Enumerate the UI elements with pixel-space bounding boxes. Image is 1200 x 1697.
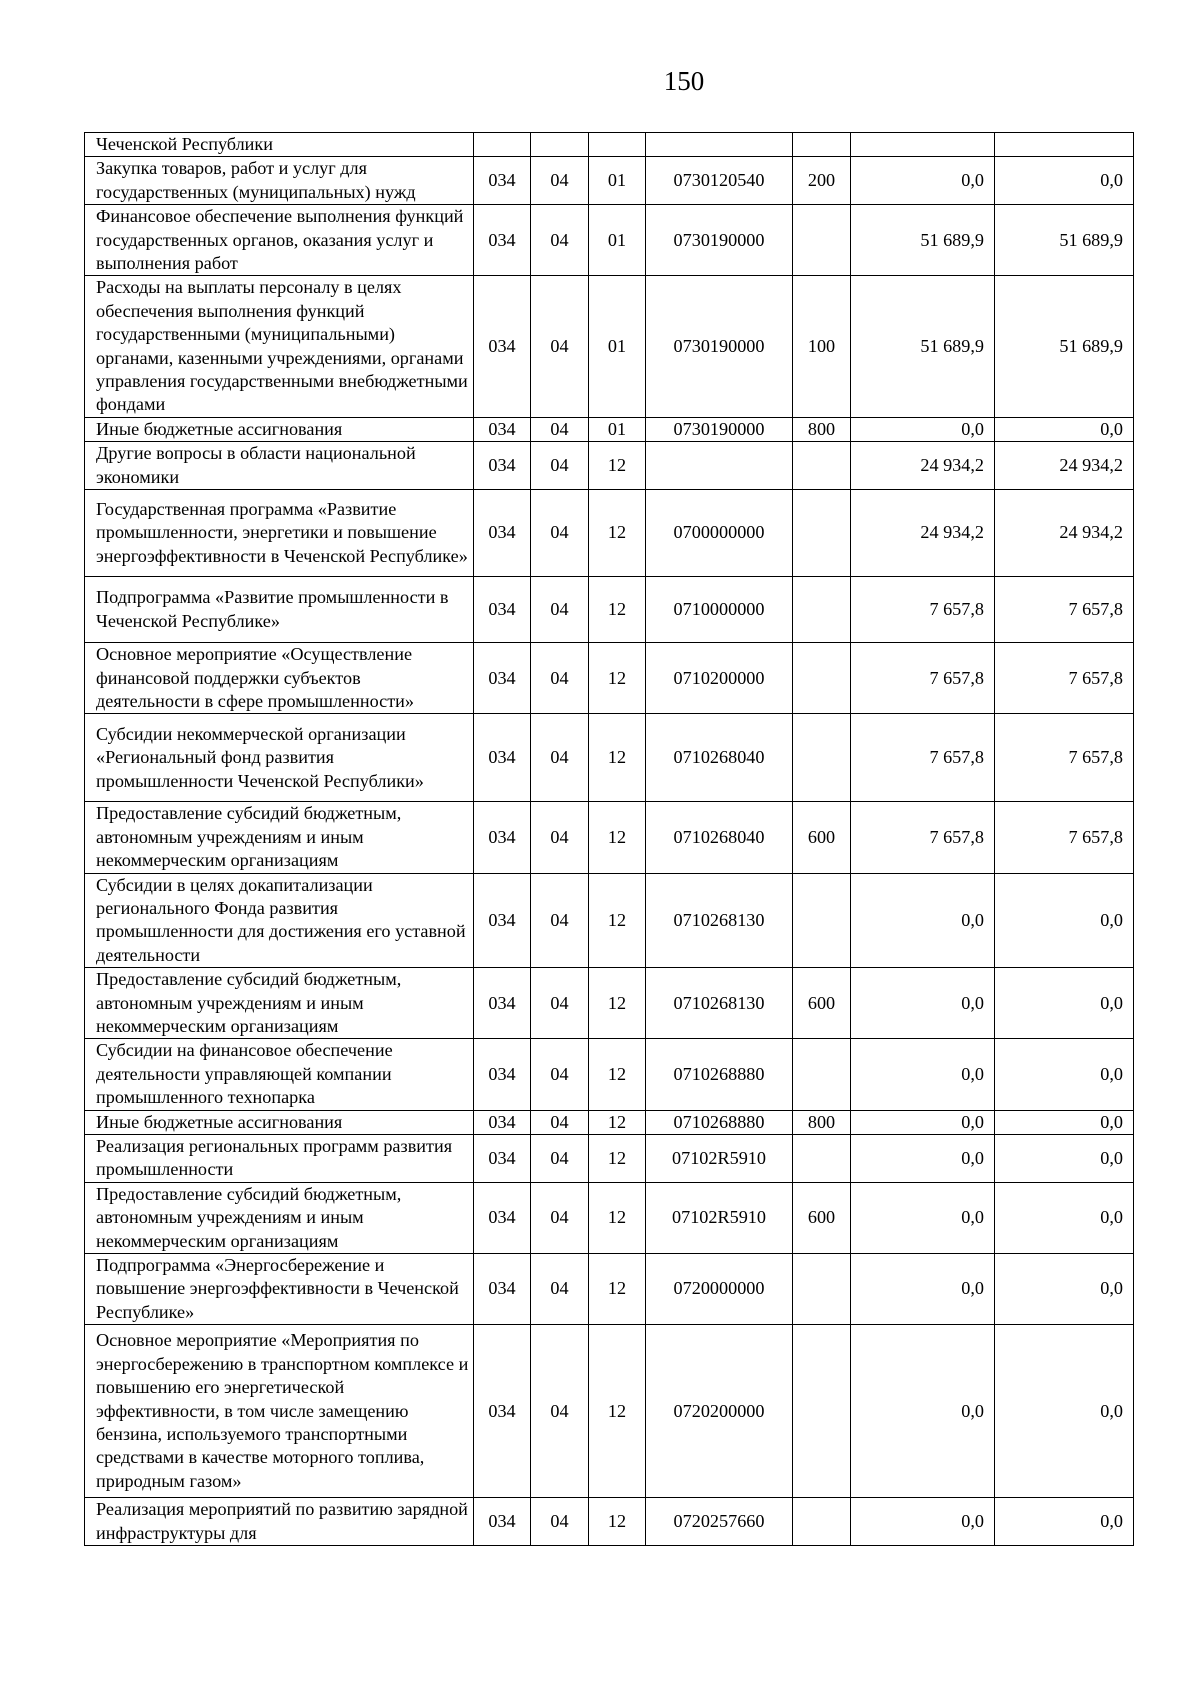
row-target-code: 0720200000 [646,1325,793,1498]
row-admin-code: 034 [474,968,531,1039]
table-row [85,1110,1134,1134]
table-row [85,157,1134,205]
row-name: Иные бюджетные ассигнования [85,417,474,441]
row-name: Подпрограмма «Энергосбережение и повышение энергоэффективности в Чеченской Республике» [85,1254,474,1325]
row-amount-2: 7 657,8 [995,714,1134,802]
row-amount-2: 0,0 [995,1182,1134,1253]
row-admin-code: 034 [474,1498,531,1546]
row-section-code: 04 [531,157,589,205]
table-row [85,577,1134,643]
row-amount-1: 51 689,9 [851,205,995,276]
row-admin-code: 034 [474,1135,531,1183]
row-amount-2: 0,0 [995,1135,1134,1183]
row-expense-type: 600 [793,802,851,873]
row-subsection-code: 12 [589,968,646,1039]
row-section-code: 04 [531,1498,589,1546]
row-target-code: 0710268130 [646,873,793,968]
table-row [85,1325,1134,1498]
row-admin-code: 034 [474,802,531,873]
row-target-code: 0720257660 [646,1498,793,1546]
row-amount-2: 24 934,2 [995,442,1134,490]
row-expense-type [793,1135,851,1183]
row-subsection-code: 12 [589,802,646,873]
row-amount-1: 0,0 [851,1182,995,1253]
row-amount-2: 51 689,9 [995,205,1134,276]
row-section-code: 04 [531,802,589,873]
table-row [85,1254,1134,1325]
row-target-code: 07102R5910 [646,1135,793,1183]
row-section-code: 04 [531,1254,589,1325]
table-row [85,968,1134,1039]
row-expense-type [793,1325,851,1498]
row-section-code: 04 [531,968,589,1039]
row-subsection-code [589,133,646,157]
row-name: Закупка товаров, работ и услуг для государственных (муниципальных) нужд [85,157,474,205]
row-expense-type [793,133,851,157]
row-admin-code: 034 [474,1325,531,1498]
row-target-code: 0730190000 [646,276,793,417]
row-admin-code: 034 [474,1039,531,1110]
row-admin-code: 034 [474,643,531,714]
row-expense-type [793,643,851,714]
row-expense-type: 600 [793,968,851,1039]
table-row [85,643,1134,714]
row-target-code: 0730190000 [646,417,793,441]
row-amount-2: 0,0 [995,968,1134,1039]
row-name: Предоставление субсидий бюджетным, автономным учреждениям и иным некоммерческим организациям [85,1182,474,1253]
row-amount-2: 0,0 [995,157,1134,205]
table-row [85,1039,1134,1110]
row-expense-type [793,490,851,577]
row-section-code: 04 [531,1325,589,1498]
row-amount-1: 24 934,2 [851,490,995,577]
table-row [85,205,1134,276]
row-admin-code: 034 [474,157,531,205]
row-subsection-code: 12 [589,1135,646,1183]
row-subsection-code: 12 [589,442,646,490]
row-name: Другие вопросы в области национальной экономики [85,442,474,490]
row-admin-code: 034 [474,873,531,968]
row-admin-code: 034 [474,1182,531,1253]
row-target-code: 0710268880 [646,1110,793,1134]
row-amount-1: 0,0 [851,1254,995,1325]
row-expense-type [793,442,851,490]
row-name: Расходы на выплаты персоналу в целях обеспечения выполнения функций государственными (муниципальными) органами, казенными учреждениями, органами управления государственными внебюджетными фондами [85,276,474,417]
row-subsection-code: 12 [589,1254,646,1325]
row-amount-1: 0,0 [851,1498,995,1546]
row-admin-code: 034 [474,442,531,490]
row-section-code: 04 [531,714,589,802]
row-amount-2: 51 689,9 [995,276,1134,417]
row-target-code: 0710200000 [646,643,793,714]
row-amount-2: 7 657,8 [995,802,1134,873]
row-subsection-code: 01 [589,276,646,417]
row-expense-type: 600 [793,1182,851,1253]
row-target-code: 0720000000 [646,1254,793,1325]
row-section-code: 04 [531,205,589,276]
row-amount-1: 0,0 [851,1135,995,1183]
row-section-code: 04 [531,577,589,643]
row-name: Субсидии в целях докапитализации регионального Фонда развития промышленности для достижения его уставной деятельности [85,873,474,968]
row-admin-code: 034 [474,1254,531,1325]
row-amount-1: 7 657,8 [851,577,995,643]
row-expense-type: 100 [793,276,851,417]
table-row [85,873,1134,968]
row-section-code: 04 [531,1110,589,1134]
row-amount-2: 0,0 [995,1039,1134,1110]
row-amount-1: 0,0 [851,1110,995,1134]
table-row [85,1182,1134,1253]
row-expense-type: 200 [793,157,851,205]
row-amount-1: 0,0 [851,1325,995,1498]
row-subsection-code: 12 [589,577,646,643]
row-admin-code: 034 [474,577,531,643]
row-amount-1: 24 934,2 [851,442,995,490]
row-admin-code: 034 [474,276,531,417]
row-name: Основное мероприятие «Осуществление финансовой поддержки субъектов деятельности в сфере промышленности» [85,643,474,714]
row-section-code: 04 [531,1135,589,1183]
row-target-code: 07102R5910 [646,1182,793,1253]
row-subsection-code: 12 [589,714,646,802]
row-admin-code: 034 [474,714,531,802]
row-target-code: 0710268040 [646,802,793,873]
row-subsection-code: 12 [589,1039,646,1110]
row-amount-1: 7 657,8 [851,714,995,802]
row-section-code: 04 [531,643,589,714]
table-row [85,442,1134,490]
row-subsection-code: 01 [589,417,646,441]
budget-table [84,132,1134,1546]
row-subsection-code: 12 [589,490,646,577]
row-amount-1: 0,0 [851,968,995,1039]
row-expense-type [793,714,851,802]
row-subsection-code: 12 [589,1110,646,1134]
row-name: Финансовое обеспечение выполнения функций государственных органов, оказания услуг и выполнения работ [85,205,474,276]
row-expense-type [793,1498,851,1546]
row-admin-code: 034 [474,205,531,276]
table-row [85,133,1134,157]
row-name: Предоставление субсидий бюджетным, автономным учреждениям и иным некоммерческим организациям [85,802,474,873]
row-subsection-code: 01 [589,157,646,205]
row-expense-type [793,1254,851,1325]
row-name: Субсидии некоммерческой организации «Региональный фонд развития промышленности Чеченской Республики» [85,714,474,802]
row-admin-code: 034 [474,1110,531,1134]
row-amount-1: 7 657,8 [851,643,995,714]
row-target-code: 0710000000 [646,577,793,643]
row-admin-code: 034 [474,417,531,441]
row-expense-type [793,577,851,643]
row-amount-1: 0,0 [851,157,995,205]
row-name: Иные бюджетные ассигнования [85,1110,474,1134]
row-amount-1: 51 689,9 [851,276,995,417]
row-section-code: 04 [531,442,589,490]
row-target-code: 0700000000 [646,490,793,577]
row-name: Субсидии на финансовое обеспечение деятельности управляющей компании промышленного технопарка [85,1039,474,1110]
row-amount-2: 0,0 [995,873,1134,968]
row-name: Чеченской Республики [85,133,474,157]
row-name: Реализация мероприятий по развитию зарядной инфраструктуры для [85,1498,474,1546]
row-subsection-code: 12 [589,873,646,968]
row-section-code: 04 [531,1182,589,1253]
row-amount-2: 0,0 [995,1498,1134,1546]
row-section-code: 04 [531,490,589,577]
row-section-code: 04 [531,873,589,968]
row-amount-2: 7 657,8 [995,577,1134,643]
row-section-code: 04 [531,1039,589,1110]
row-amount-2: 7 657,8 [995,643,1134,714]
row-amount-2: 0,0 [995,1110,1134,1134]
table-row [85,276,1134,417]
row-name: Предоставление субсидий бюджетным, автономным учреждениям и иным некоммерческим организациям [85,968,474,1039]
row-expense-type [793,1039,851,1110]
row-expense-type [793,873,851,968]
row-target-code: 0710268880 [646,1039,793,1110]
row-subsection-code: 12 [589,1325,646,1498]
row-target-code [646,133,793,157]
row-subsection-code: 12 [589,1182,646,1253]
row-name: Подпрограмма «Развитие промышленности в Чеченской Республике» [85,577,474,643]
row-target-code: 0730120540 [646,157,793,205]
row-admin-code: 034 [474,490,531,577]
row-expense-type: 800 [793,1110,851,1134]
row-section-code: 04 [531,276,589,417]
row-name: Основное мероприятие «Мероприятия по энергосбережению в транспортном комплексе и повышению его энергетической эффективности, в том числе замещению бензина, используемого транспортными средствами в качестве моторного топлива, природным газом» [85,1325,474,1498]
row-amount-2: 0,0 [995,1254,1134,1325]
row-amount-1: 7 657,8 [851,802,995,873]
row-amount-2: 0,0 [995,417,1134,441]
table-row [85,1498,1134,1546]
table-row [85,802,1134,873]
table-row [85,490,1134,577]
row-target-code [646,442,793,490]
row-target-code: 0730190000 [646,205,793,276]
row-section-code: 04 [531,417,589,441]
table-row [85,714,1134,802]
table-body [85,133,1134,1546]
row-section-code [531,133,589,157]
row-target-code: 0710268130 [646,968,793,1039]
row-amount-1: 0,0 [851,417,995,441]
row-expense-type: 800 [793,417,851,441]
row-subsection-code: 01 [589,205,646,276]
row-target-code: 0710268040 [646,714,793,802]
row-name: Государственная программа «Развитие промышленности, энергетики и повышение энергоэффективности в Чеченской Республике» [85,490,474,577]
row-amount-1 [851,133,995,157]
row-amount-2 [995,133,1134,157]
row-amount-1: 0,0 [851,1039,995,1110]
row-subsection-code: 12 [589,1498,646,1546]
page-number: 150 [663,66,705,96]
row-subsection-code: 12 [589,643,646,714]
row-admin-code [474,133,531,157]
row-expense-type [793,205,851,276]
table-row [85,417,1134,441]
row-amount-2: 0,0 [995,1325,1134,1498]
row-amount-2: 24 934,2 [995,490,1134,577]
table-row [85,1135,1134,1183]
row-amount-1: 0,0 [851,873,995,968]
row-name: Реализация региональных программ развития промышленности [85,1135,474,1183]
